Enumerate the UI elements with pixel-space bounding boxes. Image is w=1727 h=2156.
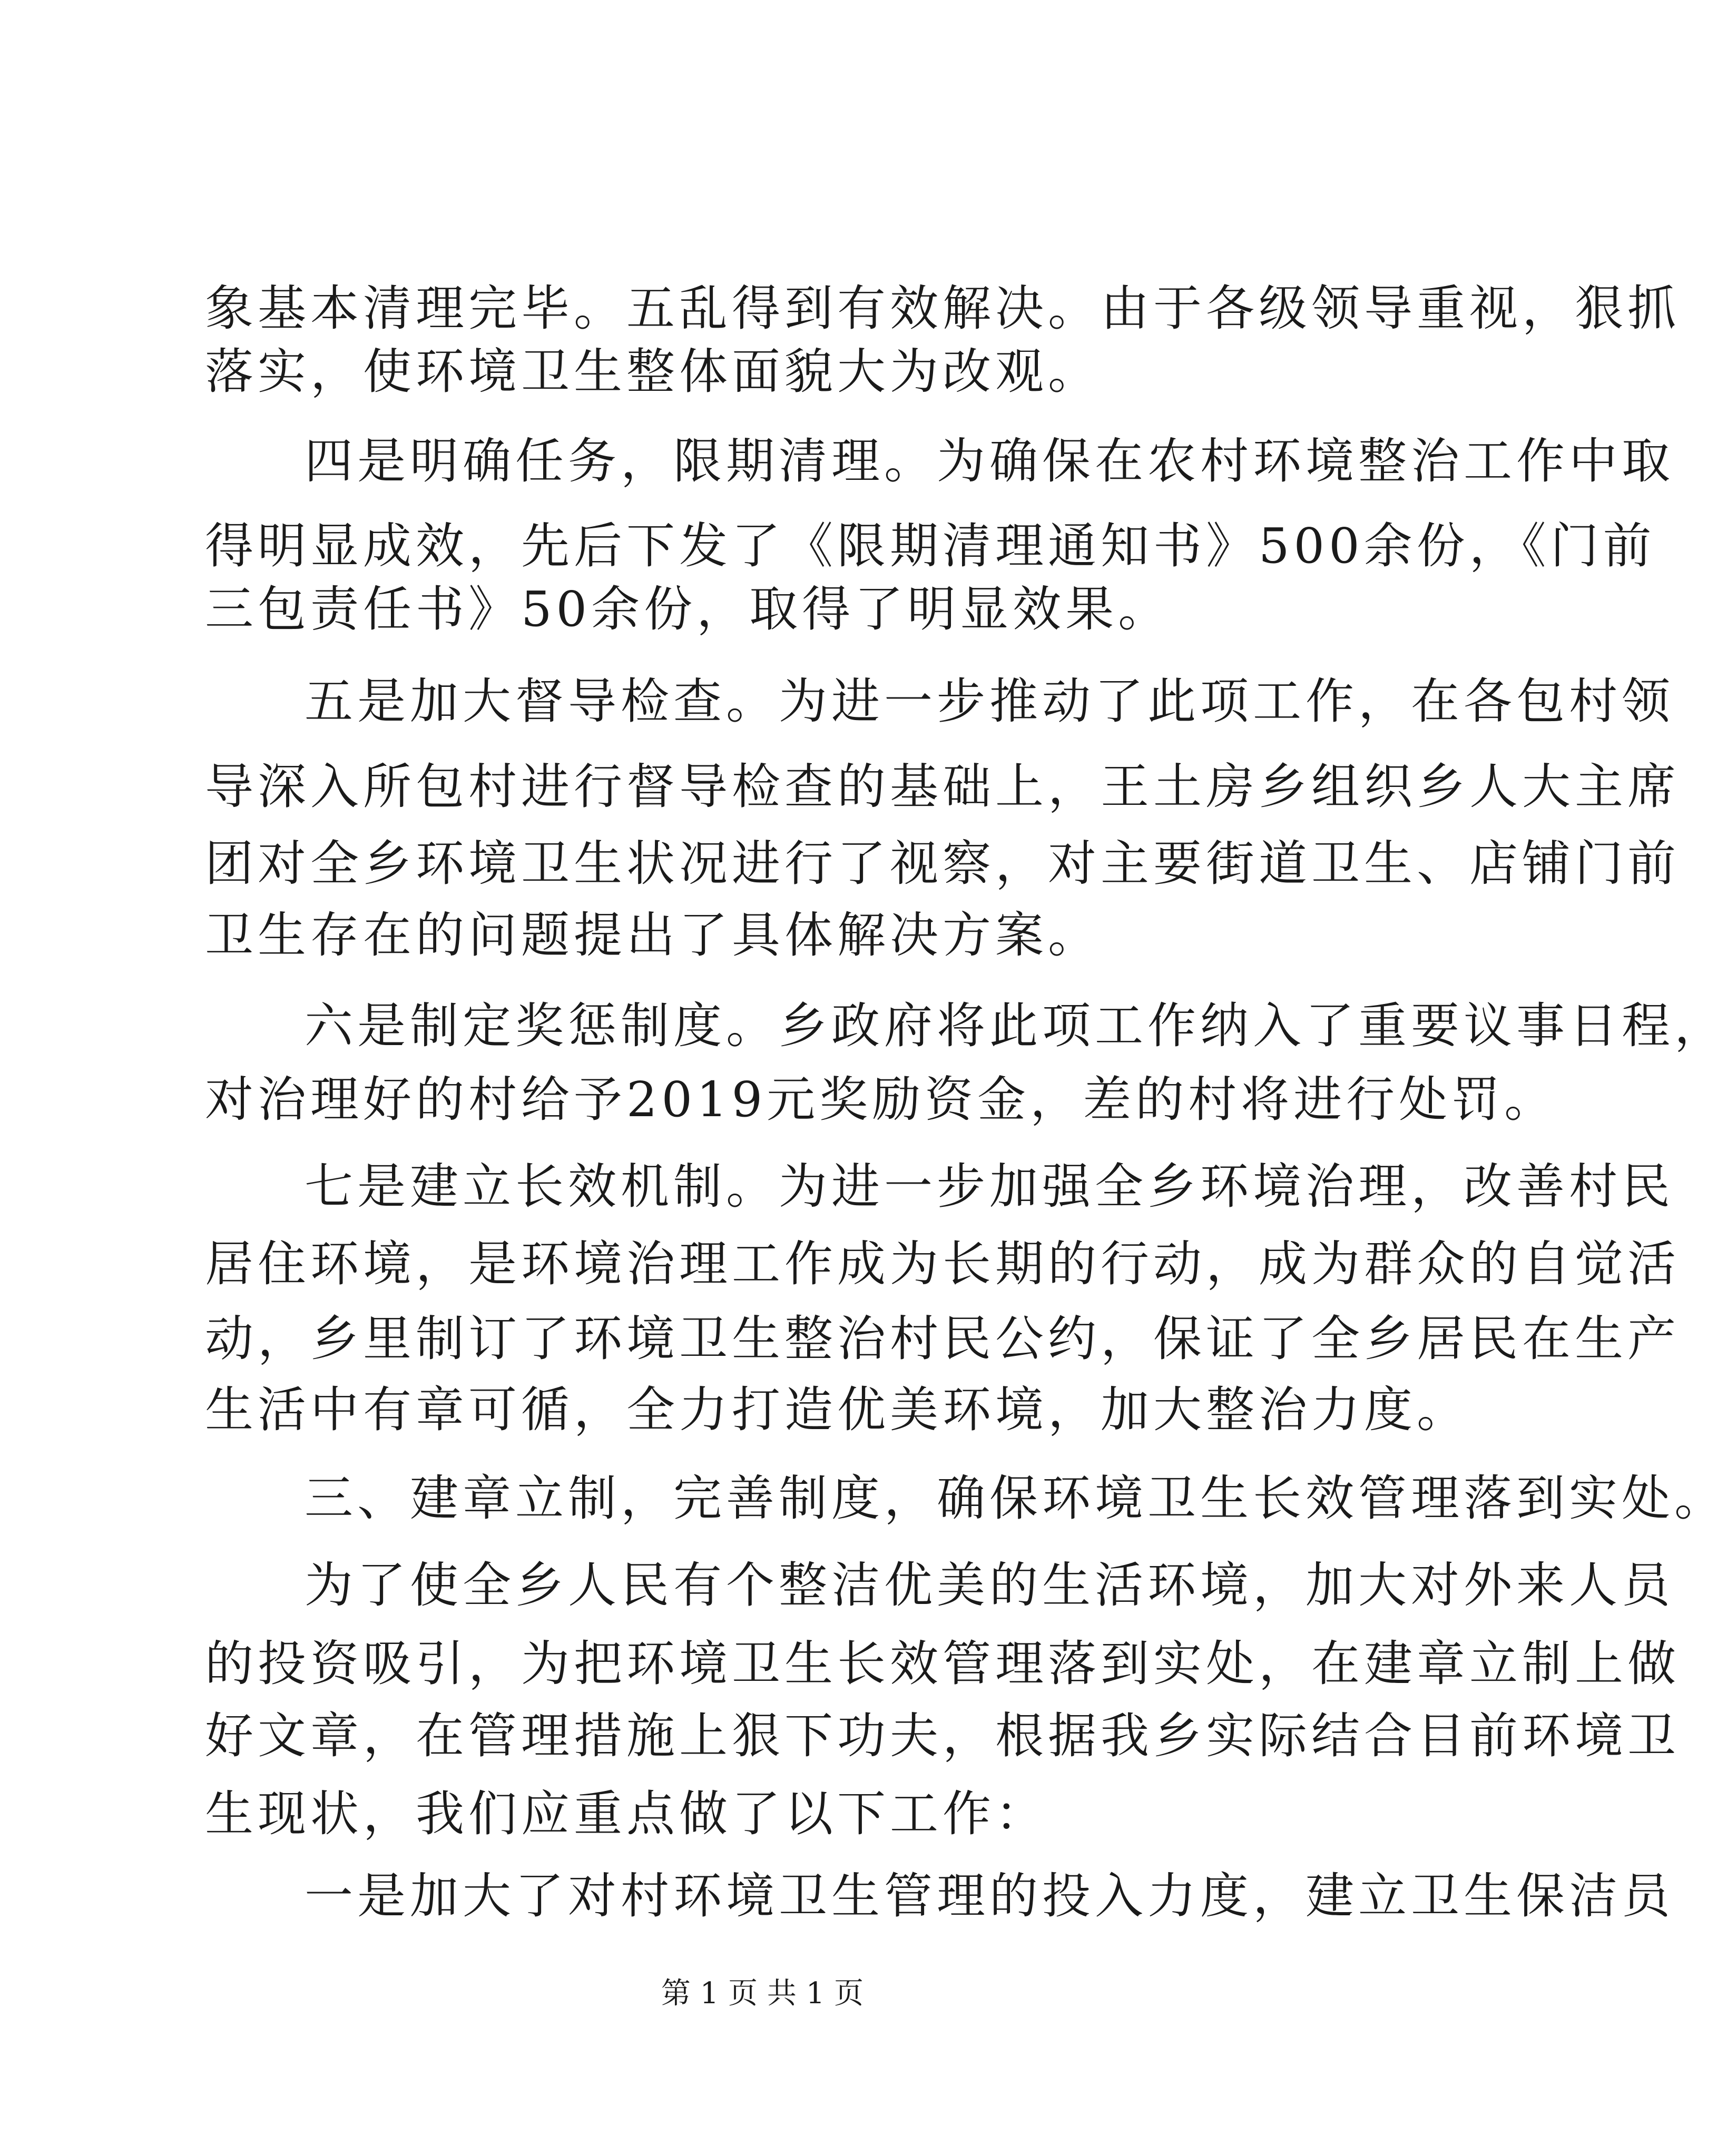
paragraph-line: 的投资吸引，为把环境卫生长效管理落到实处，在建章立制上做 [205,1636,1681,1692]
paragraph-line: 好文章，在管理措施上狠下功夫，根据我乡实际结合目前环境卫 [205,1708,1681,1764]
paragraph-line: 对治理好的村给予2019元奖励资金，差的村将进行处罚。 [205,1071,1557,1128]
paragraph-line: 动，乡里制订了环境卫生整治村民公约，保证了全乡居民在生产 [205,1311,1681,1367]
paragraph-line: 五是加大督导检查。为进一步推动了此项工作，在各包村领 [305,673,1675,730]
paragraph-line: 卫生存在的问题提出了具体解决方案。 [205,907,1101,963]
paragraph-line: 四是明确任务，限期清理。为确保在农村环境整治工作中取 [305,433,1675,489]
paragraph-line: 团对全乡环境卫生状况进行了视察，对主要街道卫生、店铺门前 [205,835,1681,892]
paragraph-line: 为了使全乡人民有个整洁优美的生活环境，加大对外来人员 [305,1557,1675,1613]
paragraph-line: 六是制定奖惩制度。乡政府将此项工作纳入了重要议事日程， [305,998,1727,1054]
paragraph-line: 居住环境，是环境治理工作成为长期的行动，成为群众的自觉活 [205,1236,1681,1292]
paragraph-line: 象基本清理完毕。五乱得到有效解决。由于各级领导重视，狠抓 [205,280,1681,337]
paragraph-line: 得明显成效，先后下发了《限期清理通知书》500余份，《门前 [205,518,1656,574]
paragraph-line: 落实，使环境卫生整体面貌大为改观。 [205,343,1101,400]
paragraph-line: 三、建章立制，完善制度，确保环境卫生长效管理落到实处。 [305,1470,1727,1527]
paragraph-line: 生活中有章可循，全力打造优美环境，加大整治力度。 [205,1382,1470,1438]
paragraph-line: 三包责任书》50余份，取得了明显效果。 [205,581,1171,637]
paragraph-line: 七是建立长效机制。为进一步加强全乡环境治理，改善村民 [305,1158,1675,1215]
page-footer: 第 1 页 共 1 页 [661,1976,864,2011]
paragraph-line: 一是加大了对村环境卫生管理的投入力度，建立卫生保洁员 [305,1868,1675,1924]
paragraph-line: 生现状，我们应重点做了以下工作： [205,1786,1048,1842]
paragraph-line: 导深入所包村进行督导检查的基础上，王土房乡组织乡人大主席 [205,759,1681,815]
